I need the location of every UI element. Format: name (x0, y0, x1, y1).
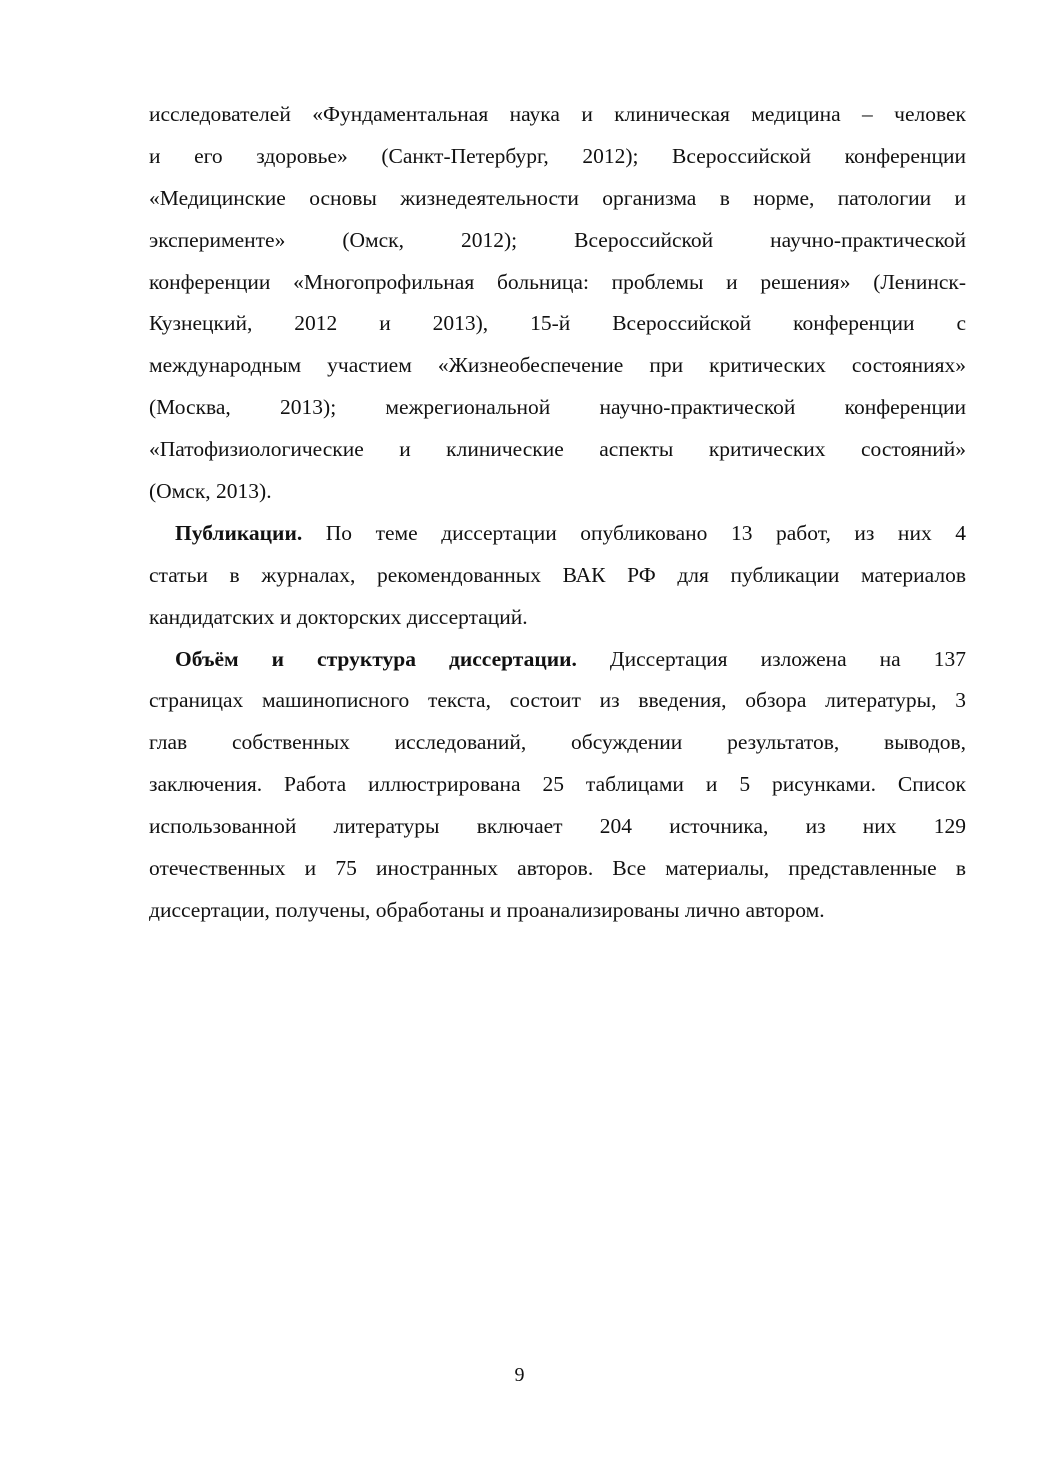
text-line: международным участием «Жизнеобеспечение при критических состояниях» (149, 353, 966, 378)
text-line: конференции «Многопрофильная больница: проблемы и решения» (Ленинск- (149, 269, 966, 294)
text-line (149, 513, 966, 555)
text-line: статьи в журналах, рекомендованных ВАК РФ для публикации материалов (149, 562, 966, 587)
text-line (149, 639, 966, 681)
page-number: 9 (514, 1364, 525, 1386)
paragraph-publications (149, 513, 966, 639)
text-line: эксперименте» (Омск, 2012); Всероссийской научно-практической (149, 227, 966, 252)
text-line: и его здоровье» (Санкт-Петербург, 2012); Всероссийской конференции (149, 143, 966, 168)
text-line: исследователей «Фундаментальная наука и клиническая медицина – человек (149, 102, 966, 126)
paragraph-heading-publications: Публикации. (175, 520, 303, 545)
text-line: использованной литературы включает 204 источника, из них 129 (149, 814, 966, 839)
document-body (149, 94, 966, 932)
text-line: заключения. Работа иллюстрирована 25 таблицами и 5 рисунками. Список (149, 772, 966, 797)
text-line: Кузнецкий, 2012 и 2013), 15-й Всероссийской конференции с (149, 311, 966, 336)
paragraph-conferences (149, 94, 966, 513)
text-line: «Медицинские основы жизнедеятельности организма в норме, патологии и (149, 185, 966, 210)
text-fragment: Диссертация изложена на 137 (576, 646, 966, 671)
paragraph-structure (149, 639, 966, 932)
text-line: глав собственных исследований, обсуждении результатов, выводов, (149, 730, 966, 755)
text-line: отечественных и 75 иностранных авторов. Все материалы, представленные в (149, 856, 966, 881)
text-line: (Москва, 2013); межрегиональной научно-практической конференции (149, 395, 966, 420)
text-line: (Омск, 2013). (149, 479, 272, 504)
text-line: кандидатских и докторских диссертаций. (149, 604, 528, 629)
text-line: страницах машинописного текста, состоит из введения, обзора литературы, 3 (149, 688, 966, 713)
paragraph-heading-structure: Объём и структура диссертации. (175, 646, 577, 671)
text-fragment: По теме диссертации опубликовано 13 работ, из них 4 (302, 520, 966, 545)
text-line: диссертации, получены, обработаны и проанализированы лично автором. (149, 897, 825, 922)
text-line: «Патофизиологические и клинические аспекты критических состояний» (149, 437, 966, 462)
